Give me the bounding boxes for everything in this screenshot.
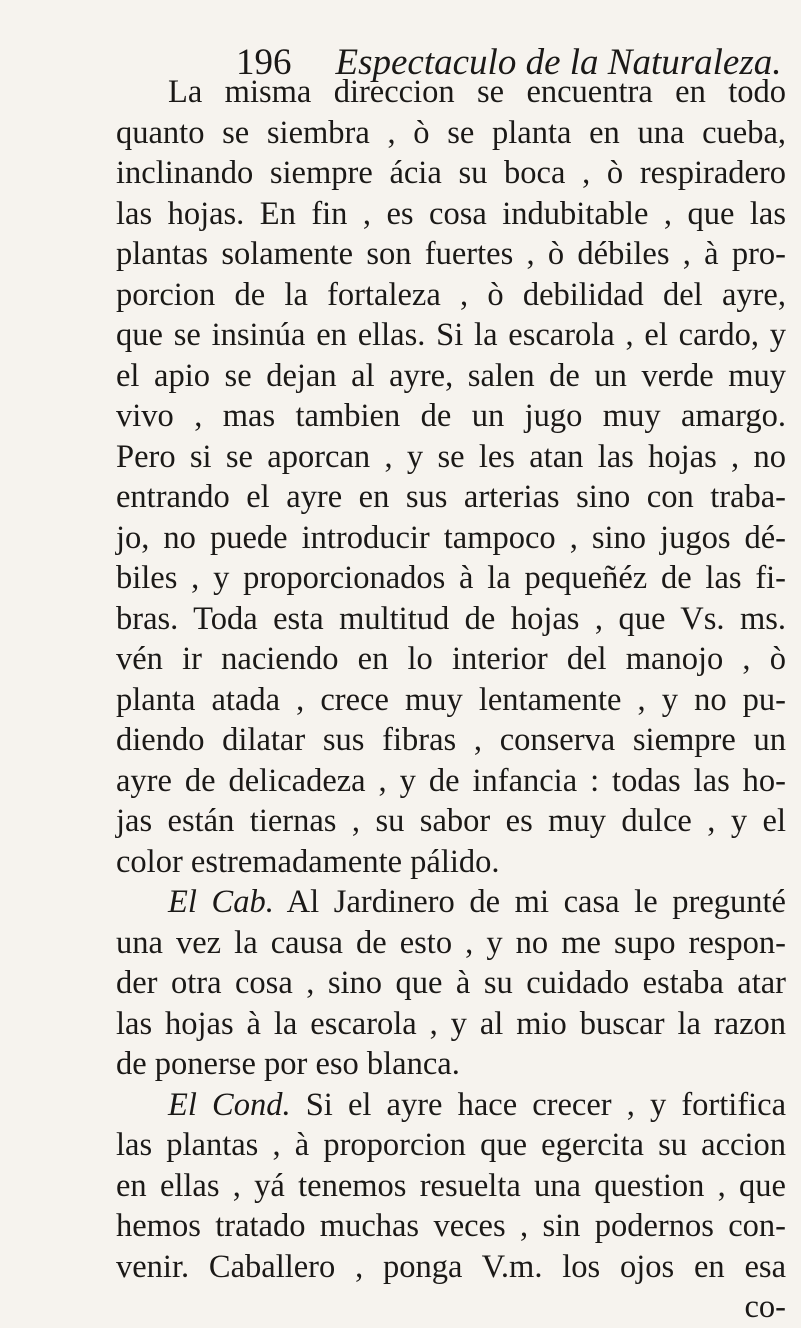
speaker-label: El Cab. [168, 884, 274, 920]
page-number: 196 [236, 42, 292, 83]
text-line: vén ir naciendo en lo interior del manojo , ò [116, 641, 786, 677]
text-line: una vez la causa de esto , y no me supo respon- [116, 924, 786, 961]
text-line: jas están tiernas , su sabor es muy dulce , y el [116, 803, 786, 839]
text-line: que se insinúa en ellas. Si la escarola , el cardo, y [116, 317, 786, 353]
text-line: de ponerse por eso blanca. [116, 1046, 460, 1082]
text-line: venir. Caballero , ponga V.m. los ojos en esa [116, 1248, 786, 1285]
text-line: jo, no puede introducir tampoco , sino jugos dé- [116, 519, 786, 556]
text-line: las hojas à la escarola , y al mio buscar la razon [116, 1005, 786, 1042]
text-line: planta atada , crece muy lentamente , y no pu- [116, 681, 786, 718]
dialogue-first-line [116, 882, 786, 923]
text-line: bras. Toda esta multitud de hojas , que Vs. ms. [116, 600, 786, 637]
text-line: plantas solamente son fuertes , ò débiles , à pro- [116, 236, 786, 272]
text-line: las hojas. En fin , es cosa indubitable , que las [116, 195, 786, 232]
text-line: vivo , mas tambien de un jugo muy amargo. [116, 398, 786, 434]
dialogue-text: Al Jardinero de mi casa le pregunté [286, 884, 786, 920]
text-line: en ellas , yá tenemos resuelta una question , que [116, 1167, 786, 1204]
text-line: entrando el ayre en sus arterias sino con traba- [116, 479, 786, 515]
text-line: Pero si se aporcan , y se les atan las hojas , no [116, 438, 786, 475]
speaker-label: El Cond. [168, 1086, 291, 1123]
body-text [116, 72, 786, 1328]
text-line: porcion de la fortaleza , ò debilidad del ayre, [116, 276, 786, 313]
text-line: der otra cosa , sino que à su cuidado estaba atar [116, 965, 786, 1001]
dialogue-text: Si el ayre hace crecer , y fortifica [305, 1086, 787, 1123]
text-line: inclinando siempre ácia su boca , ò respiradero [116, 155, 786, 191]
text-line: el apio se dejan al ayre, salen de un verde muy [116, 357, 786, 394]
text-line: las plantas , à proporcion que egercita su accion [116, 1127, 786, 1163]
dialogue-first-line [116, 1085, 786, 1126]
text-line: La misma direccion se encuentra en todo [168, 74, 786, 110]
text-line: biles , y proporcionados à la pequeñéz de las fi- [116, 560, 786, 596]
text-line: color estremadamente pálido. [116, 843, 500, 880]
text-line: quanto se siembra , ò se planta en una cueba, [116, 114, 786, 151]
catchword: co- [744, 1289, 786, 1325]
text-line: hemos tratado muchas veces , sin podernos con- [116, 1208, 786, 1244]
text-line: ayre de delicadeza , y de infancia : todas las ho- [116, 762, 786, 799]
text-line: diendo dilatar sus fibras , conserva siempre un [116, 722, 786, 758]
running-title: Espectaculo de la Naturaleza. [335, 42, 782, 83]
